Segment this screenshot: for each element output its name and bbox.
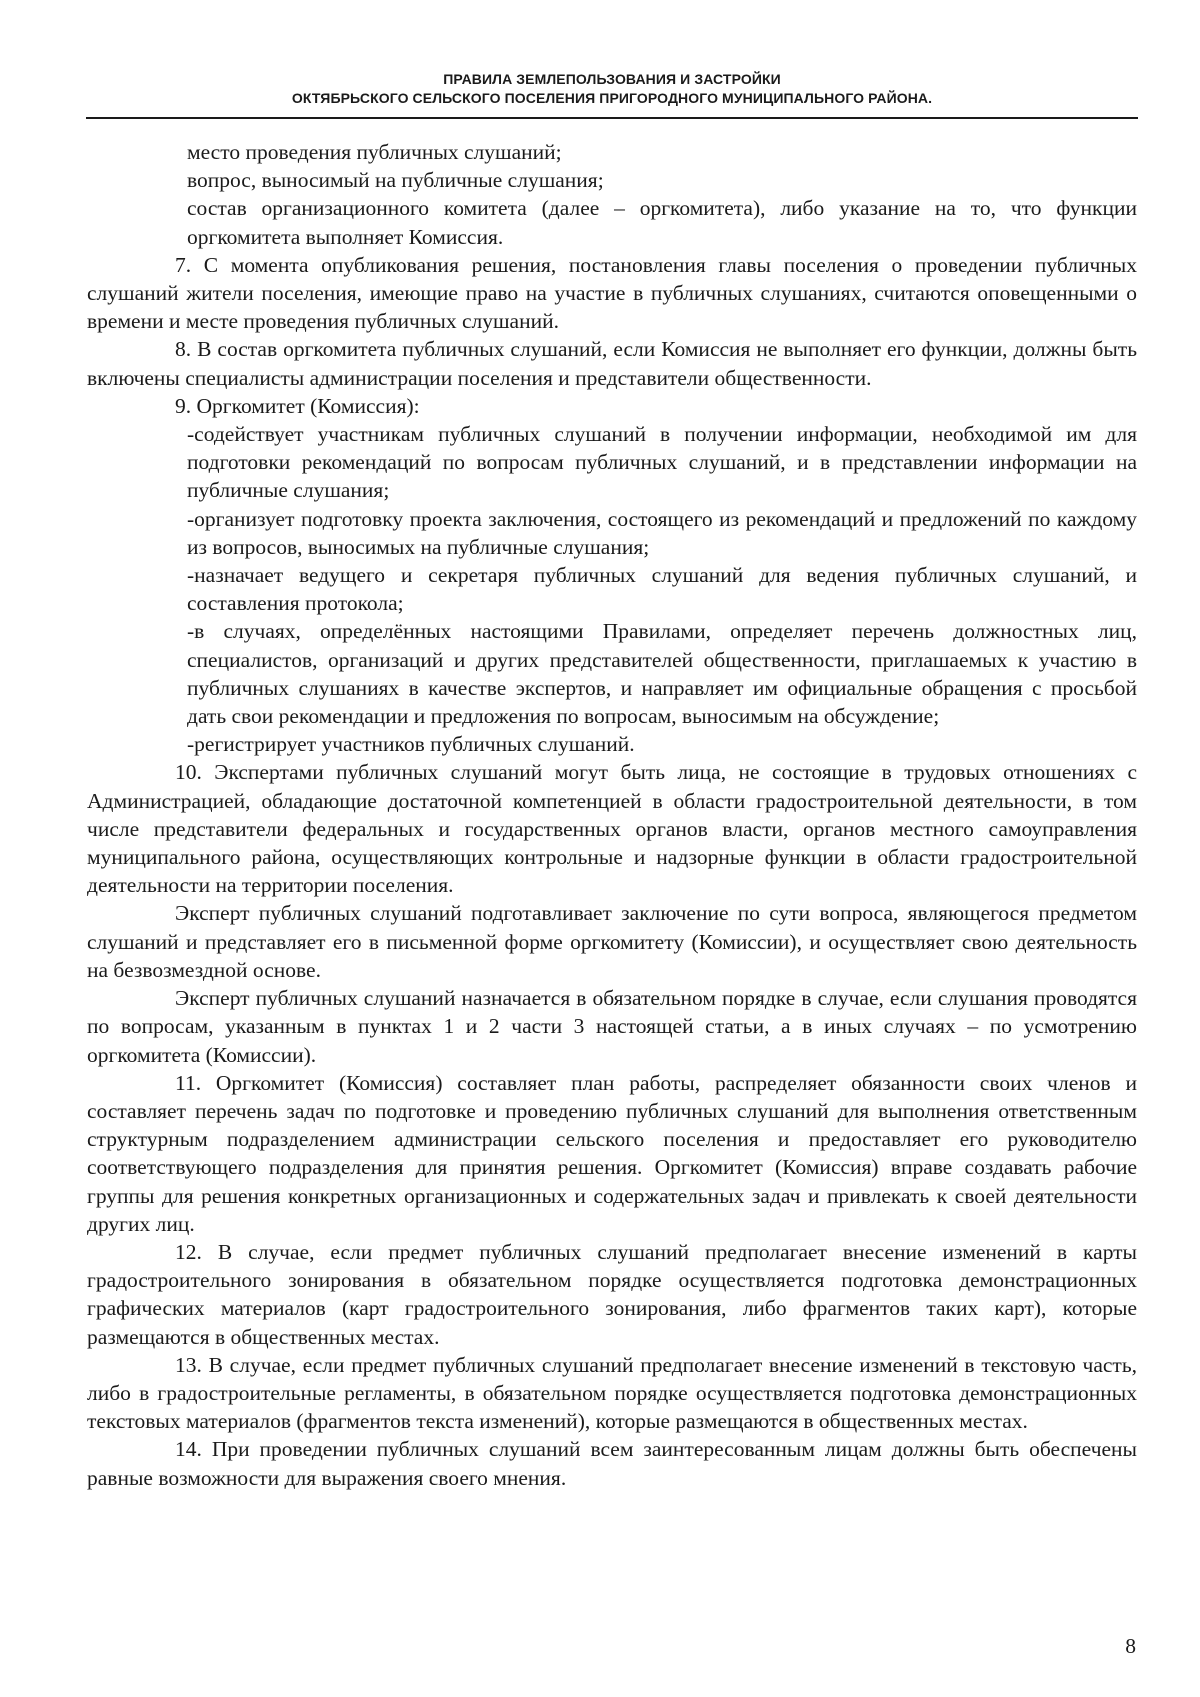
- list-item-assists-participants: -содействует участникам публичных слушаний в получении информации, необходимой им для подготовки рекомендаций по вопросам публичных слушаний, и в представлении информации на публичные слушания;: [187, 422, 1137, 503]
- paragraph-item-10: 10. Экспертами публичных слушаний могут быть лица, не состоящие в трудовых отношениях с Администрацией, обладающие достаточной компетенцией в области градостроительной деятельности, в том числе представители федеральных и государственных органов власти, органов местного самоуправления муниципального района, осуществляющих контрольные и надзорные функции в области градостроительной деятельности на территории поселения.: [87, 760, 1137, 898]
- paragraph-committee-composition: состав организационного комитета (далее – оргкомитета), либо указание на то, что функции оргкомитета выполняет Комиссия.: [187, 196, 1137, 249]
- list-item-registers-participants: -регистрирует участников публичных слушаний.: [187, 732, 635, 757]
- paragraph-item-8: 8. В состав оргкомитета публичных слушаний, если Комиссия не выполняет его функции, должны быть включены специалисты администрации поселения и представители общественности.: [87, 337, 1137, 390]
- paragraph-item-12: 12. В случае, если предмет публичных слушаний предполагает внесение изменений в карты градостроительного зонирования в обязательном порядке осуществляется подготовка демонстрационных графических материалов (карт градостроительного зонирования, либо фрагментов таких карт), которые размещаются в общественных местах.: [87, 1239, 1137, 1349]
- list-item-organizes-draft: -организует подготовку проекта заключения, состоящего из рекомендаций и предложений по каждому из вопросов, выносимых на публичные слушания;: [187, 506, 1137, 559]
- header-title-line-1: ПРАВИЛА ЗЕМЛЕПОЛЬЗОВАНИЯ И ЗАСТРОЙКИ: [443, 71, 781, 87]
- document-body: [87, 138, 1137, 1492]
- paragraph-hearing-question: вопрос, выносимый на публичные слушания;: [187, 168, 604, 193]
- paragraph-item-7: 7. С момента опубликования решения, постановления главы поселения о проведении публичных слушаний жители поселения, имеющие право на участие в публичных слушаниях, считаются оповещенными о времени и месте проведения публичных слушаний.: [87, 252, 1137, 334]
- paragraph-item-9: 9. Оргкомитет (Комиссия):: [175, 393, 420, 418]
- document-header: [86, 70, 1138, 108]
- header-title-line-2: ОКТЯБРЬСКОГО СЕЛЬСКОГО ПОСЕЛЕНИЯ ПРИГОРОДНОГО МУНИЦИПАЛЬНОГО РАЙОНА.: [291, 90, 933, 106]
- header-divider: [86, 117, 1138, 119]
- paragraph-hearing-place: место проведения публичных слушаний;: [187, 140, 562, 164]
- list-item-defines-experts: -в случаях, определённых настоящими Правилами, определяет перечень должностных лиц, специалистов, организаций и других представителей общественности, приглашаемых к участию в публичных слушаниях в качестве экспертов, и направляет им официальные обращения с просьбой дать свои рекомендации и предложения по вопросам, выносимым на обсуждение;: [187, 619, 1137, 729]
- list-item-appoints-host: -назначает ведущего и секретаря публичных слушаний для ведения публичных слушаний, и составления протокола;: [187, 563, 1137, 616]
- paragraph-expert-conclusion: Эксперт публичных слушаний подготавливает заключение по сути вопроса, являющегося предметом слушаний и представляет его в письменной форме оргкомитету (Комиссии), и осуществляет свою деятельность на безвозмездной основе.: [87, 901, 1137, 982]
- page-number: 8: [1125, 1634, 1136, 1658]
- paragraph-expert-appointment: Эксперт публичных слушаний назначается в обязательном порядке в случае, если слушания проводятся по вопросам, указанным в пунктах 1 и 2 части 3 настоящей статьи, а в иных случаях – по усмотрению оргкомитета (Комиссии).: [87, 986, 1137, 1067]
- paragraph-item-14: 14. При проведении публичных слушаний всем заинтересованным лицам должны быть обеспечены равные возможности для выражения своего мнения.: [87, 1437, 1137, 1490]
- paragraph-item-11: 11. Оргкомитет (Комиссия) составляет план работы, распределяет обязанности своих членов и составляет перечень задач по подготовке и проведению публичных слушаний для выполнения ответственным структурным подразделением администрации сельского поселения и предоставляет его руководителю соответствующего подразделения для принятия решения. Оргкомитет (Комиссия) вправе создавать рабочие группы для решения конкретных организационных и содержательных задач и привлекать к своей деятельности других лиц.: [87, 1070, 1137, 1236]
- paragraph-item-13: 13. В случае, если предмет публичных слушаний предполагает внесение изменений в текстовую часть, либо в градостроительные регламенты, в обязательном порядке осуществляется подготовка демонстрационных текстовых материалов (фрагментов текста изменений), которые размещаются в общественных местах.: [87, 1352, 1137, 1434]
